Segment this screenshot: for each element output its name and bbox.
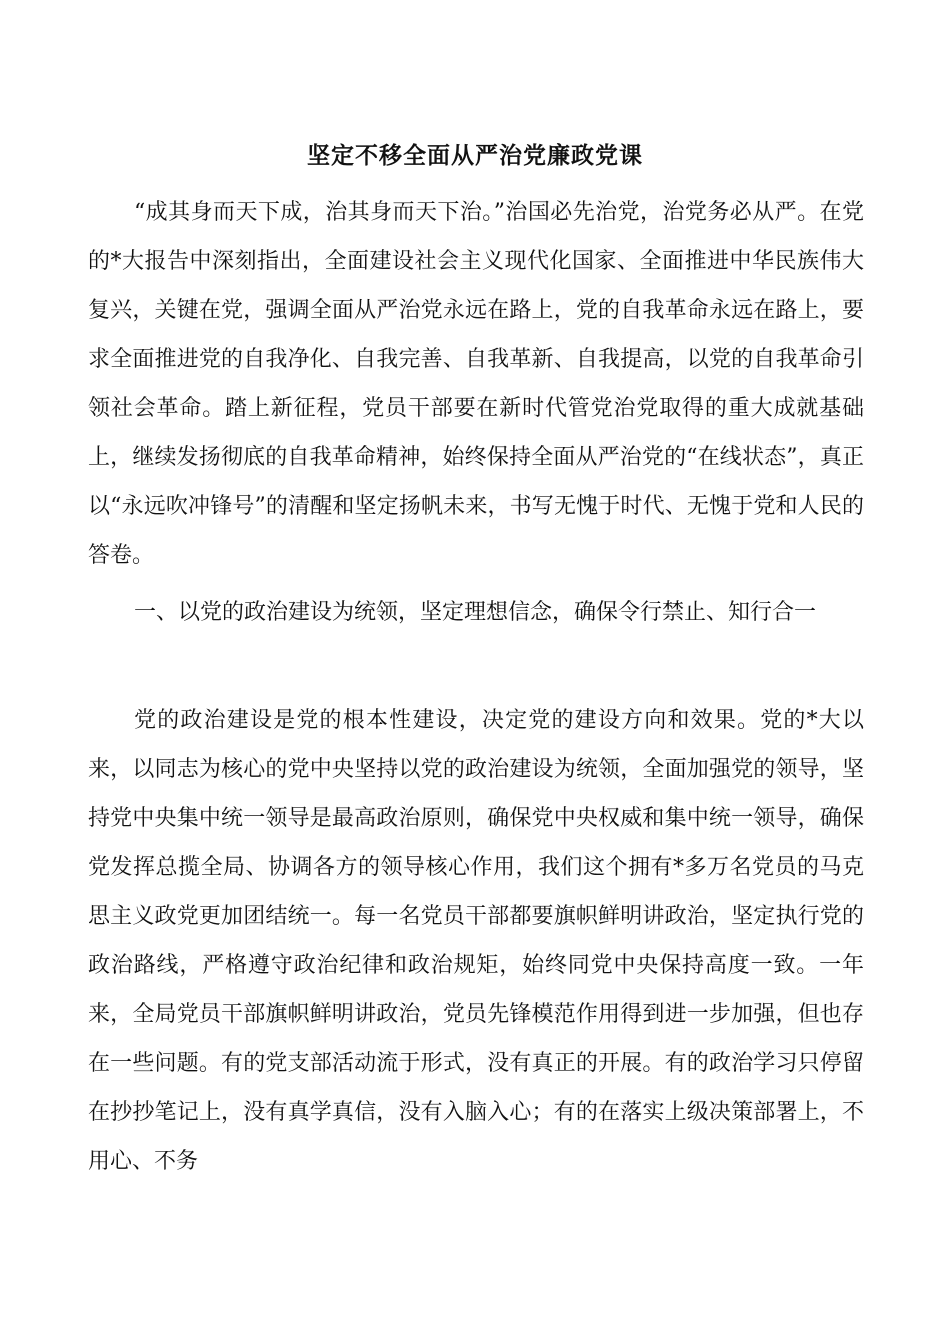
body-paragraph-2: 党的政治建设是党的根本性建设，决定党的建设方向和效果。党的*大以来，以同志为核心的党中央坚持以党的政治建设为统领，全面加强党的领导，坚持党中央集中统一领导是最高政治原则，确保党中央权威和集中统一领导，确保党发挥总揽全局、协调各方的领导核心作用，我们这个拥有*多万名党员的马克思主义政党更加团结统一。每一名党员干部都要旗帜鲜明讲政治，坚定执行党的政治路线，严格遵守政治纪律和政治规矩，始终同党中央保持高度一致。一年来，全局党员干部旗帜鲜明讲政治，党员先锋模范作用得到进一步加强，但也存在一些问题。有的党支部活动流于形式，没有真正的开展。有的政治学习只停留在抄抄笔记上，没有真学真信，没有入脑入心；有的在落实上级决策部署上，不用心、不务 [88,708,864,1174]
intro-paragraph: “成其身而天下成，治其身而天下治。”治国必先治党，治党务必从严。在党的*大报告中深刻指出，全面建设社会主义现代化国家、全面推进中华民族伟大复兴，关键在党，强调全面从严治党永远在路上，党的自我革命永远在路上，要求全面推进党的自我净化、自我完善、自我革新、自我提高，以党的自我革命引领社会革命。踏上新征程，党员干部要在新时代管党治党取得的重大成就基础上，继续发扬彻底的自我革命精神，始终保持全面从严治党的“在线状态”，真正以“永远吹冲锋号”的清醒和坚定扬帆未来，书写无愧于时代、无愧于党和人民的答卷。 [88,200,864,568]
document-title: 坚定不移全面从严治党廉政党课 [307,142,643,169]
section-heading-1: 一、以党的政治建设为统领，坚定理想信念，确保令行禁止、知行合一 [134,600,817,625]
